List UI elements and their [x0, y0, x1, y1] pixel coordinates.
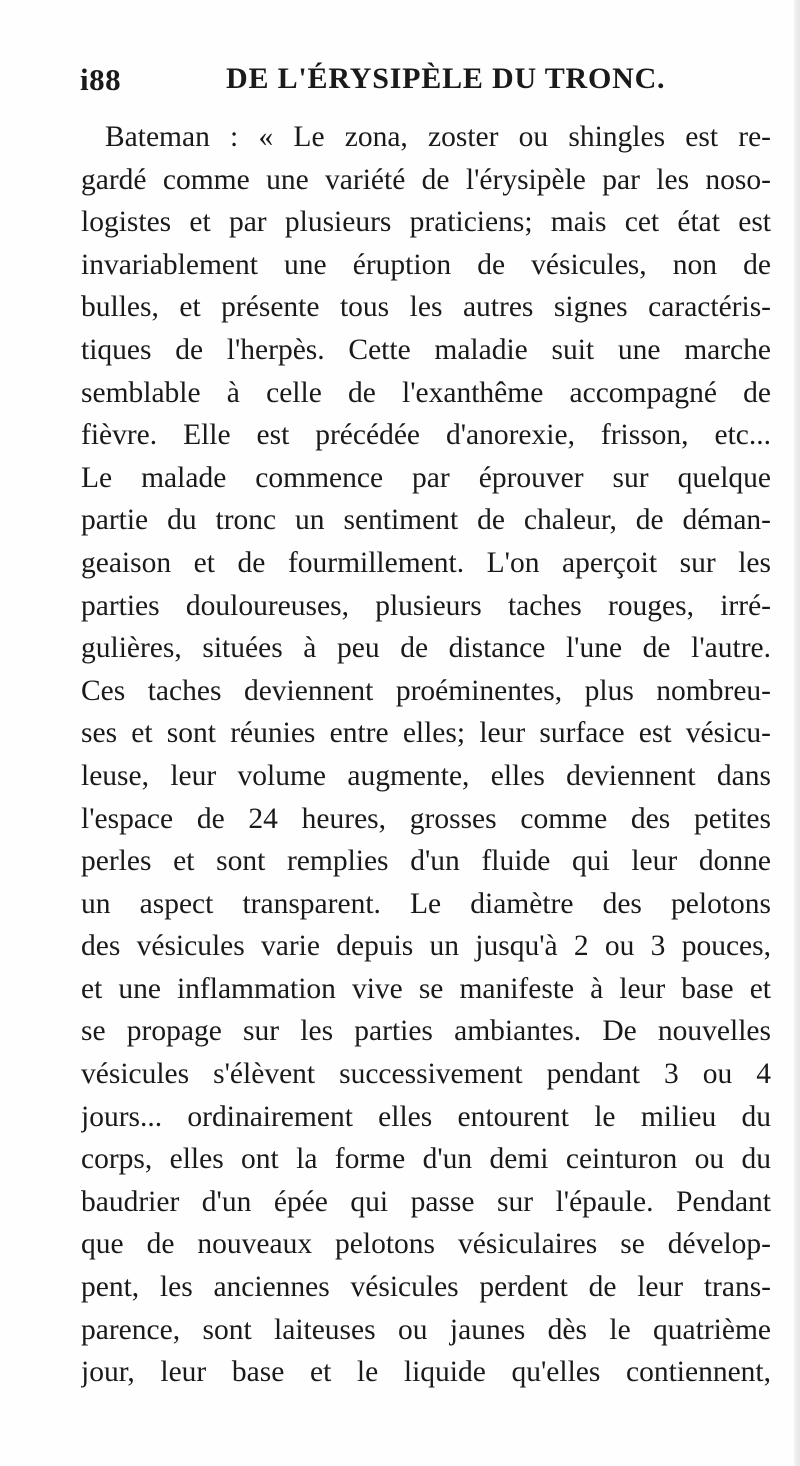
text-line: gardé comme une variété de l'érysipèle par les noso-: [81, 163, 771, 196]
text-line: jour, leur base et le liquide qu'elles contiennent,: [81, 1356, 771, 1389]
text-line: l'espace de 24 heures, grosses comme des petites: [81, 802, 771, 835]
text-line: partie du tronc un sentiment de chaleur, de déman-: [81, 504, 771, 537]
text-line: fièvre. Elle est précédée d'anorexie, frisson, etc...: [81, 419, 771, 452]
text-line: vésicules s'élèvent successivement pendant 3 ou 4: [81, 1058, 771, 1091]
text-line: des vésicules varie depuis un jusqu'à 2 ou 3 pouces,: [81, 930, 771, 963]
text-line: perles et sont remplies d'un fluide qui leur donne: [81, 845, 771, 878]
text-line: parence, sont laiteuses ou jaunes dès le quatrième: [81, 1313, 771, 1346]
page-number: i88: [80, 62, 122, 97]
text-line: parties douloureuses, plusieurs taches rouges, irré-: [81, 589, 771, 622]
text-line: bulles, et présente tous les autres signes caractéris-: [81, 291, 771, 324]
text-line: un aspect transparent. Le diamètre des pelotons: [81, 887, 771, 920]
body-text: [81, 116, 771, 1394]
text-line: invariablement une éruption de vésicules, non de: [81, 248, 771, 281]
text-line: jours... ordinairement elles entourent le milieu du: [81, 1100, 771, 1133]
text-line: tiques de l'herpès. Cette maladie suit une marche: [81, 333, 771, 366]
text-line: leuse, leur volume augmente, elles deviennent dans: [81, 759, 771, 792]
page-edge: [794, 0, 800, 1466]
text-line: baudrier d'un épée qui passe sur l'épaule. Pendant: [81, 1185, 771, 1218]
text-line: ses et sont réunies entre elles; leur surface est vésicu-: [81, 717, 771, 750]
running-title: DE L'ÉRYSIPÈLE DU TRONC.: [226, 62, 666, 95]
text-line: logistes et par plusieurs praticiens; mais cet état est: [81, 206, 771, 239]
text-line: et une inflammation vive se manifeste à leur base et: [81, 972, 771, 1005]
text-line: semblable à celle de l'exanthême accompagné de: [81, 376, 771, 409]
text-line: geaison et de fourmillement. L'on aperçoit sur les: [81, 546, 771, 579]
text-line: que de nouveaux pelotons vésiculaires se dévelop-: [81, 1228, 771, 1261]
text-line: se propage sur les parties ambiantes. De nouvelles: [81, 1015, 771, 1048]
text-line: corps, elles ont la forme d'un demi ceinturon ou du: [81, 1143, 771, 1176]
text-line: gulières, situées à peu de distance l'une de l'autre.: [81, 632, 771, 665]
text-line: pent, les anciennes vésicules perdent de leur trans-: [81, 1271, 771, 1304]
page-header: [80, 62, 760, 112]
text-line: Bateman : « Le zona, zoster ou shingles est re-: [105, 121, 771, 153]
text-line: Ces taches deviennent proéminentes, plus nombreu-: [81, 674, 771, 707]
text-line: Le malade commence par éprouver sur quelque: [81, 461, 771, 494]
